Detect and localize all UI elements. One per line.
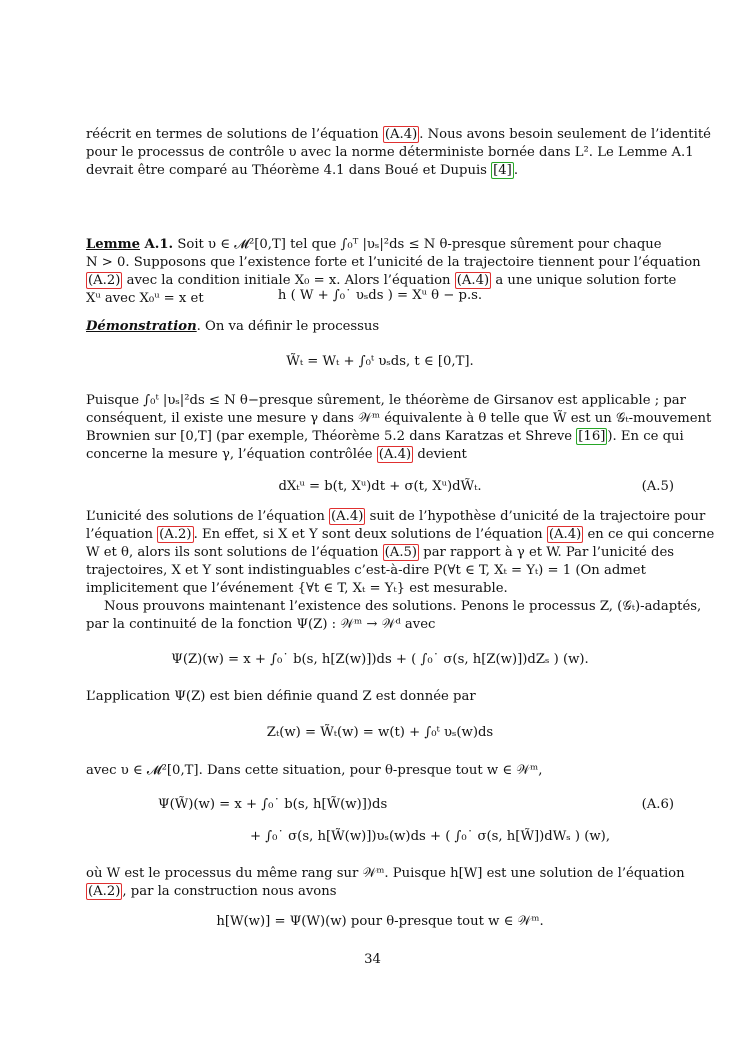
definition-w-tilde-equation: [86, 352, 674, 372]
equation-a6-line-2: + ∫₀˙ σ(s, h[W̃(w)])υₛ(w)ds + ( ∫₀˙ σ(s, h[W̃])dWₛ ) (w),: [250, 829, 611, 844]
intro-line-1a: réécrit en termes de solutions de l’équation: [86, 127, 383, 142]
girsanov-line-4b: devient: [413, 447, 467, 462]
girsanov-line-4a: concerne la mesure γ, l’équation contrôlée: [86, 447, 377, 462]
eq-ref-a5-link[interactable]: (A.5): [384, 545, 418, 560]
unicite-line-5: implicitement que l’événement {∀t ∈ T, Xₜ = Yₜ} est mesurable.: [86, 581, 508, 596]
lemma-number: A.1.: [139, 237, 174, 252]
final-equation-text: h[W(w)] = Ψ(W)(w) pour θ-presque tout w ∈ 𝒲ᵐ.: [216, 914, 544, 929]
intro-paragraph: [86, 126, 711, 180]
intro-line-2: pour le processus de contrôle υ avec la norme déterministe bornée dans L². Le Lemme A.1: [86, 145, 694, 160]
lemma-line-2: N > 0. Supposons que l’existence forte et l’unicité de la trajectoire tiennent pour l’équation: [86, 255, 701, 270]
application-text: L’application Ψ(Z) est bien définie quand Z est donnée par: [86, 689, 476, 704]
demonstration: [86, 318, 674, 336]
demonstration-label: Démonstration: [86, 319, 197, 334]
eq-ref-a2-link[interactable]: (A.2): [88, 884, 121, 899]
unicite-line-4: trajectoires, X et Y sont indistinguables c’est-à-dire P(∀t ∈ T, Xₜ = Yₜ) = 1 (On admet: [86, 563, 646, 578]
unicite-line-2c: en ce qui concerne: [583, 527, 715, 542]
z-equation-text: Zₜ(w) = W̃ₜ(w) = w(t) + ∫₀ᵗ υₛ(w)ds: [266, 725, 494, 740]
eq-ref-a2-link[interactable]: (A.2): [159, 527, 192, 542]
eq-ref-a4-link[interactable]: (A.4): [548, 527, 582, 542]
unicite-line-3b: par rapport à γ et W. Par l’unicité des: [419, 545, 675, 560]
equation-a6: [86, 795, 674, 847]
intro-line-3a: devrait être comparé au Théorème 4.1 dans Boué et Dupuis: [86, 163, 492, 178]
lemma-line-3a: avec la condition initiale X₀ = x. Alors l’équation: [122, 273, 455, 288]
application-paragraph: [86, 688, 674, 706]
equation-a6-number: (A.6): [641, 797, 674, 812]
equation-a5: [86, 477, 674, 497]
existence-line-2: par la continuité de la fonction Ψ(Z) : 𝒲ᵐ → 𝒲ᵈ avec: [86, 617, 436, 632]
unicite-line-1b: suit de l’hypothèse d’unicité de la trajectoire pour: [365, 509, 706, 524]
lemma-line-4: Xᵘ avec X₀ᵘ = x et: [86, 291, 204, 306]
lemma-equation-text: h ( W + ∫₀˙ υₛds ) = Xᵘ θ − p.s.: [277, 288, 483, 303]
girsanov-line-2: conséquent, il existe une mesure γ dans 𝒲ᵐ équivalente à θ telle que W̃ est un 𝒢ₜ-mouvement: [86, 411, 712, 426]
avec-text: avec υ ∈ 𝓜²[0,T]. Dans cette situation, pour θ-presque tout w ∈ 𝒲ᵐ,: [86, 763, 543, 778]
lemma-label: Lemme: [86, 237, 140, 252]
eq-ref-a4-link[interactable]: (A.4): [384, 127, 418, 142]
eq-ref-a2-link[interactable]: (A.2): [88, 273, 121, 288]
citation-4-link[interactable]: [4]: [493, 163, 512, 178]
final-equation: [86, 912, 674, 932]
girsanov-line-3b: ). En ce qui: [607, 429, 684, 444]
final-line-1: où W est le processus du même rang sur 𝒲ᵐ. Puisque h[W] est une solution de l’équation: [86, 866, 685, 881]
unicite-paragraph: [86, 508, 715, 598]
w-tilde-equation-text: W̃ₜ = Wₜ + ∫₀ᵗ υₛds, t ∈ [0,T].: [286, 354, 474, 369]
girsanov-paragraph: [86, 392, 712, 464]
existence-line-1: Nous prouvons maintenant l’existence des solutions. Penons le processus Z, (𝒢ₜ)-adaptés,: [104, 599, 702, 614]
girsanov-line-3a: Brownien sur [0,T] (par exemple, Théorème 5.2 dans Karatzas et Shreve: [86, 429, 577, 444]
intro-line-3b: .: [513, 163, 519, 178]
unicite-line-1a: L’unicité des solutions de l’équation: [86, 509, 330, 524]
eq-ref-a4-link[interactable]: (A.4): [331, 509, 364, 524]
girsanov-line-1: Puisque ∫₀ᵗ |υₛ|²ds ≤ N θ−presque sûrement, le théorème de Girsanov est applicable ; par: [86, 393, 686, 408]
psi-equation-text: Ψ(Z)(w) = x + ∫₀˙ b(s, h[Z(w)])ds + ( ∫₀˙ σ(s, h[Z(w)])dZₛ ) (w).: [171, 652, 589, 667]
equation-a5-text: dXₜᵘ = b(t, Xᵘ)dt + σ(t, Xᵘ)dW̃ₜ.: [278, 479, 482, 494]
eq-ref-a4-link[interactable]: (A.4): [378, 447, 412, 462]
page-number: 34: [364, 952, 381, 967]
final-line-2b: , par la construction nous avons: [122, 884, 337, 899]
existence-paragraph: [86, 598, 702, 634]
equation-a6-line-1: Ψ(W̃)(w) = x + ∫₀˙ b(s, h[W̃(w)])ds: [158, 797, 388, 812]
lemma-line-3b: a une unique solution forte: [491, 273, 677, 288]
intro-line-1b: . Nous avons besoin seulement de l’identité: [419, 127, 711, 142]
psi-definition-equation: [86, 650, 674, 670]
equation-a5-number: (A.5): [641, 479, 674, 494]
unicite-line-2b: . En effet, si X et Y sont deux solutions de l’équation: [193, 527, 547, 542]
demonstration-text: . On va définir le processus: [196, 319, 380, 334]
final-paragraph: [86, 865, 685, 901]
lemma-equation: [86, 286, 674, 306]
unicite-line-3a: W et θ, alors ils sont solutions de l’équation: [86, 545, 383, 560]
unicite-line-2a: l’équation: [86, 527, 158, 542]
z-definition-equation: [86, 723, 674, 743]
eq-ref-a4-link[interactable]: (A.4): [456, 273, 490, 288]
avec-paragraph: [86, 762, 674, 780]
citation-16-link[interactable]: [16]: [578, 429, 606, 444]
lemma-line-1: Soit υ ∈ 𝓜²[0,T] tel que ∫₀ᵀ |υₛ|²ds ≤ N θ-presque sûrement pour chaque: [173, 237, 662, 252]
